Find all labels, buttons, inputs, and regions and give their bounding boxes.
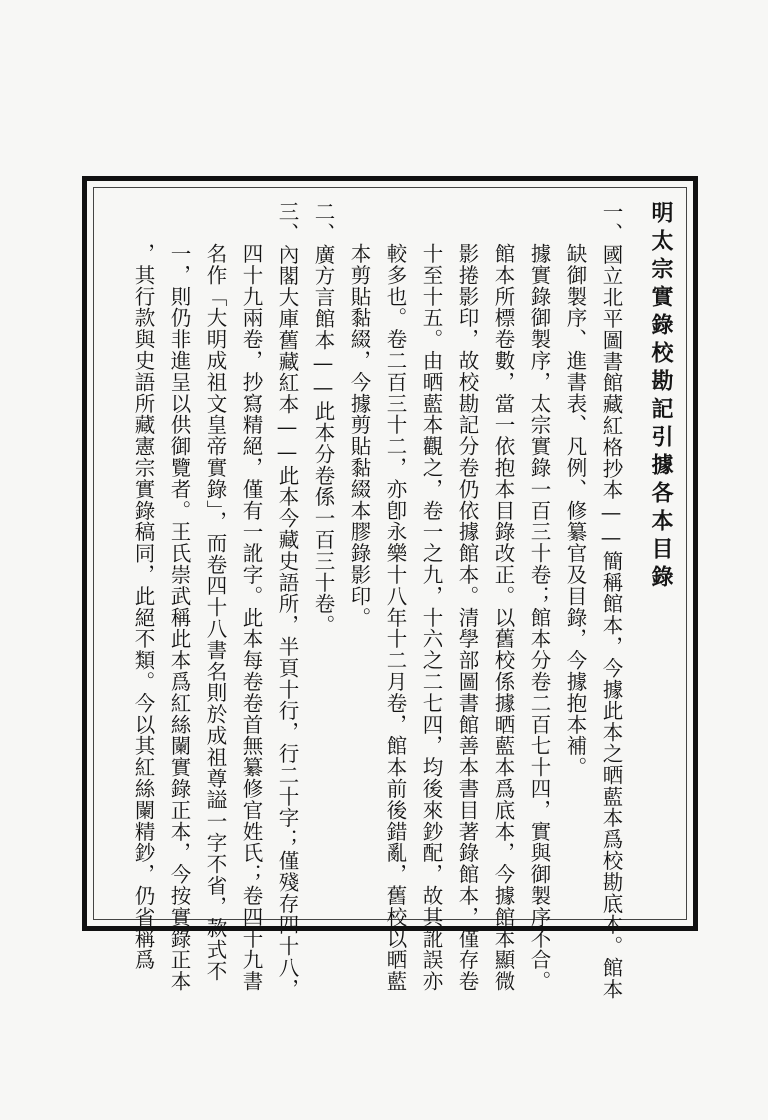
text-column-10: 三、內閣大庫舊藏紅本——此本今藏史語所，半頁十行，行二十字；僅殘存四十八， xyxy=(275,201,299,1000)
text-column-5: 影捲影印，故校勘記分卷仍依據館本。清學部圖書館善本書目著錄館本，僅存卷 xyxy=(455,243,479,992)
text-column-9: 二、廣方言館本——此本分卷係一百三十卷。 xyxy=(311,201,335,636)
text-column-11: 四十九兩卷，抄寫精絕，僅有一訛字。此本每卷卷首無纂修官姓氏；卷四十九書 xyxy=(239,243,263,992)
text-column-4: 館本所標卷數，當一依抱本目錄改正。以舊校係據晒藍本爲底本，今據館本顯微 xyxy=(491,243,515,992)
text-column-12: 名作「大明成祖文皇帝實錄」，而卷四十八書名則於成祖尊謚一字不省，款式不 xyxy=(203,243,227,982)
text-column-2: 缺御製序、進書表、凡例、修纂官及目錄，今據抱本補。 xyxy=(563,243,587,778)
text-column-13: 一，則仍非進呈以供御覽者。王氏崇武稱此本爲紅絲闌實錄正本，今按實錄正本 xyxy=(167,243,191,992)
text-column-6: 十至十五。由晒藍本觀之，卷一之九，十六之二七四，均後來鈔配，故其訛誤亦 xyxy=(419,243,443,992)
text-column-1: 一、國立北平圖書館藏紅格抄本——簡稱館本，今據此本之晒藍本爲校勘底本。館本 xyxy=(599,201,623,1000)
page-title: 明太宗實錄校勘記引據各本目錄 xyxy=(648,201,674,593)
vertical-text-body xyxy=(99,201,679,1000)
text-column-14: ，其行款與史語所藏憲宗實錄稿同，此絕不類。今以其紅絲闌精鈔，仍省稱爲 xyxy=(131,243,155,971)
text-column-3: 據實錄御製序，太宗實錄一百三十卷；館本分卷二百七十四，實與御製序不合。 xyxy=(527,243,551,992)
text-column-8: 本剪貼黏綴，今據剪貼黏綴本膠錄影印。 xyxy=(347,243,371,629)
text-column-7: 較多也。卷二百三十二，亦卽永樂十八年十二月卷，館本前後錯亂，舊校以晒藍 xyxy=(383,243,407,992)
page-border xyxy=(82,176,698,1000)
